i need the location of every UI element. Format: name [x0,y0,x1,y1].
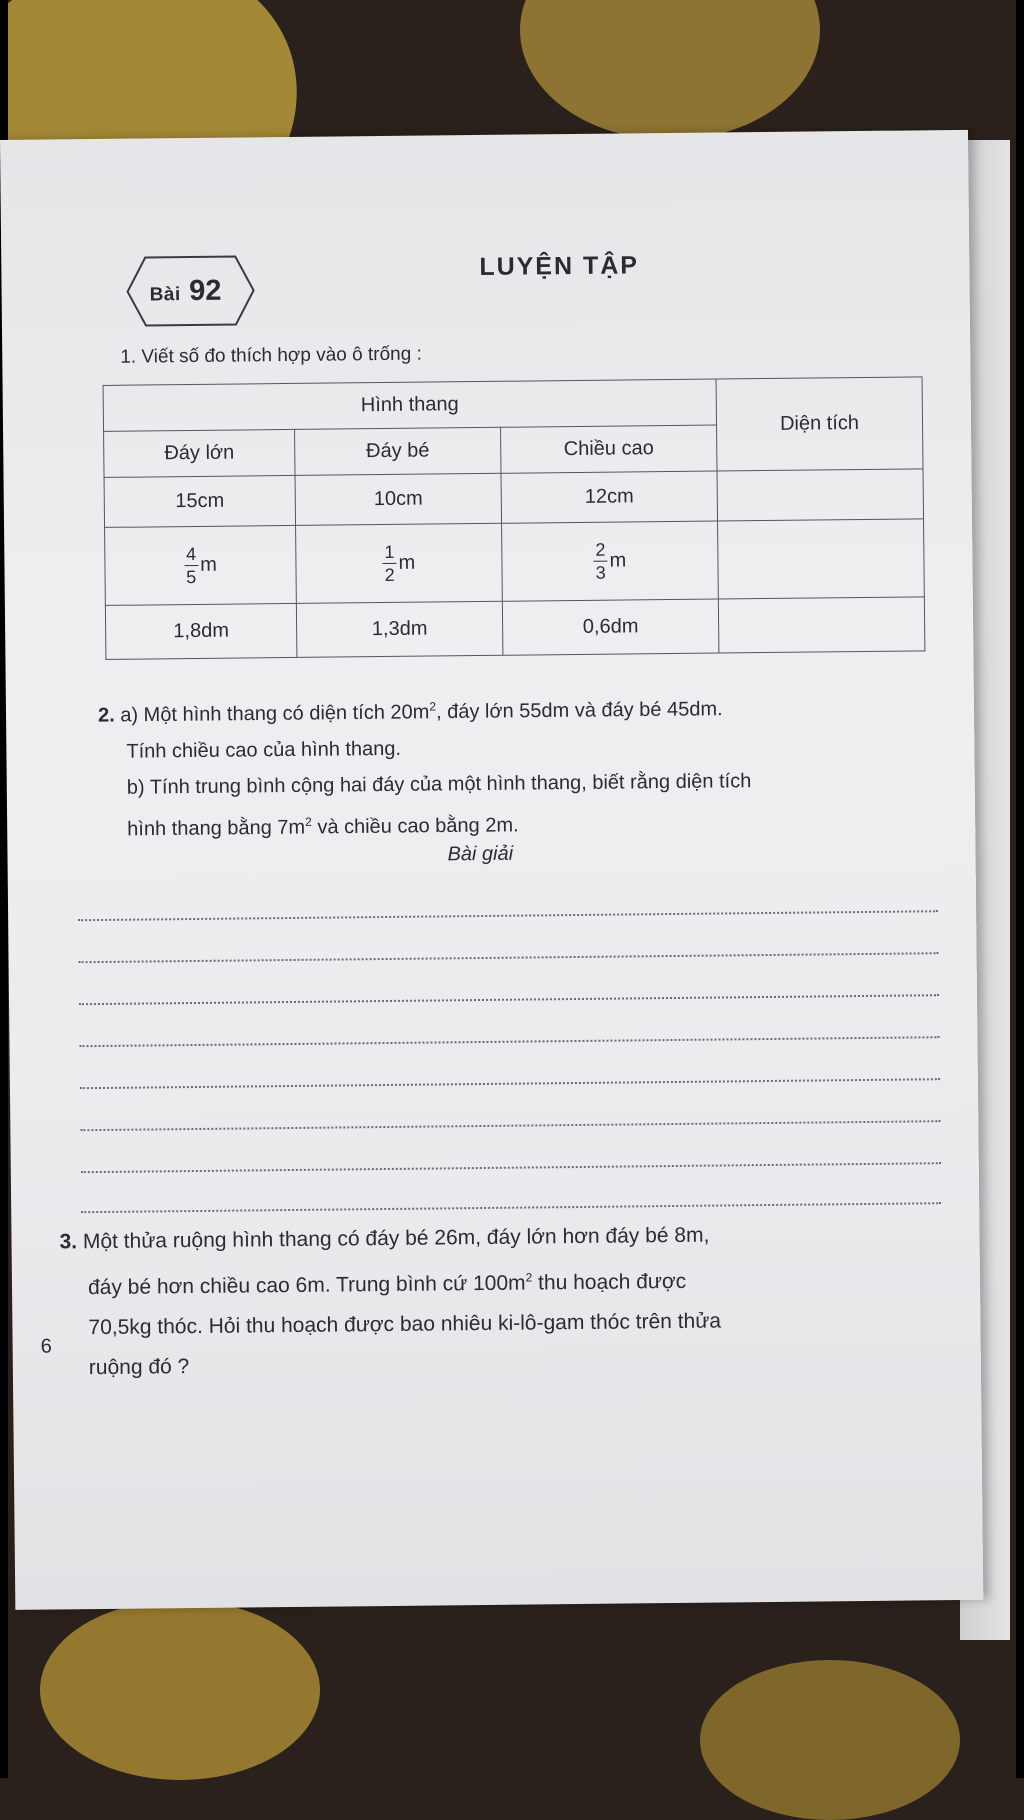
table-row [104,469,923,528]
lesson-title: LUYỆN TẬP [479,251,640,281]
cell-chieu-cao [502,521,719,601]
cell-day-be [296,523,503,603]
unit: m [398,551,416,574]
exercise3-number: 3. [59,1230,78,1254]
page-number: 6 [40,1335,52,1358]
table-header-day-be: Đáy bé [295,427,501,475]
unit: m [609,549,627,572]
cell-day-lon [105,525,297,605]
exercise1-instruction: 1. Viết số đo thích hợp vào ô trống : [120,343,422,368]
answer-line[interactable] [79,994,939,1005]
exercise2b-text-cont: hình thang bằng 7m [127,816,306,841]
cell-dien-tich-blank[interactable] [717,469,924,521]
exercise3-text-cont: đáy bé hơn chiều cao 6m. Trung bình cứ 100m [87,1271,526,1300]
answer-line[interactable] [80,1120,940,1131]
cell-day-lon: 15cm [104,475,296,527]
exercise2b-text: b) Tính trung bình cộng hai đáy của một hình thang, biết rằng diện tích [126,769,752,799]
trapezoid-table [103,376,926,660]
exercise3 [59,1213,951,1388]
fraction-denominator: 3 [595,562,606,583]
screen-edge-right [1016,0,1024,1778]
exercise2-number: 2. [97,704,115,727]
background-cloth-pattern [520,0,820,140]
answer-line[interactable] [79,952,939,963]
fraction [382,543,396,584]
solution-heading: Bài giải [447,842,514,866]
fraction [184,545,198,586]
background-cloth-pattern [40,1600,320,1780]
exercise2a-text-cont: , đáy lớn 55dm và đáy bé 45dm. [435,698,723,724]
exercise2a-text: a) Một hình thang có diện tích 20m [120,701,430,727]
exercise2a-task: Tính chiều cao của hình thang. [126,737,402,763]
lesson-number: 92 [188,274,222,308]
background-cloth-pattern [700,1660,960,1820]
exercise2b-text-end: và chiều cao bằng 2m. [311,813,519,839]
cell-day-be: 1,3dm [296,601,503,657]
answer-line[interactable] [78,910,938,921]
fraction-numerator: 2 [593,541,607,562]
fraction-numerator: 4 [184,545,198,566]
table-row [105,597,925,660]
exercise3-text-line4: ruộng đó ? [88,1355,190,1380]
table-header-day-lon: Đáy lớn [104,429,295,477]
fraction [593,541,607,582]
exercise2b-exponent: 2 [305,814,312,829]
workbook-page [0,130,983,1610]
table-header-dien-tich: Diện tích [716,377,923,471]
cell-dien-tich-blank[interactable] [718,597,925,653]
answer-line[interactable] [81,1162,941,1173]
fraction-denominator: 5 [186,566,197,588]
unit: m [200,553,217,576]
exercise3-exponent: 2 [525,1270,533,1285]
lesson-badge [125,252,256,329]
fraction-numerator: 1 [382,543,396,564]
exercise3-text: Một thửa ruộng hình thang có đáy bé 26m, đáy lớn hơn đáy bé 8m, [82,1223,710,1254]
table-group-header: Hình thang [103,379,716,431]
answer-line[interactable] [80,1078,940,1089]
lesson-label: Bài [149,284,181,306]
answer-line[interactable] [79,1036,939,1047]
exercise2 [98,683,930,847]
cell-dien-tich-blank[interactable] [718,519,925,599]
exercise3-text-line3: 70,5kg thóc. Hỏi thu hoạch được bao nhiêu ki-lô-gam thóc trên thửa [88,1309,722,1340]
table-header-chieu-cao: Chiều cao [501,425,717,473]
exercise3-text-cont2: thu hoạch được [532,1269,687,1295]
cell-day-be: 10cm [295,473,502,525]
answer-line[interactable] [81,1202,941,1213]
fraction-denominator: 2 [384,564,395,585]
cell-chieu-cao: 0,6dm [502,599,719,655]
exercise2a-exponent: 2 [429,699,437,714]
cell-chieu-cao: 12cm [501,471,718,523]
table-row [105,519,925,606]
cell-day-lon: 1,8dm [105,603,297,659]
